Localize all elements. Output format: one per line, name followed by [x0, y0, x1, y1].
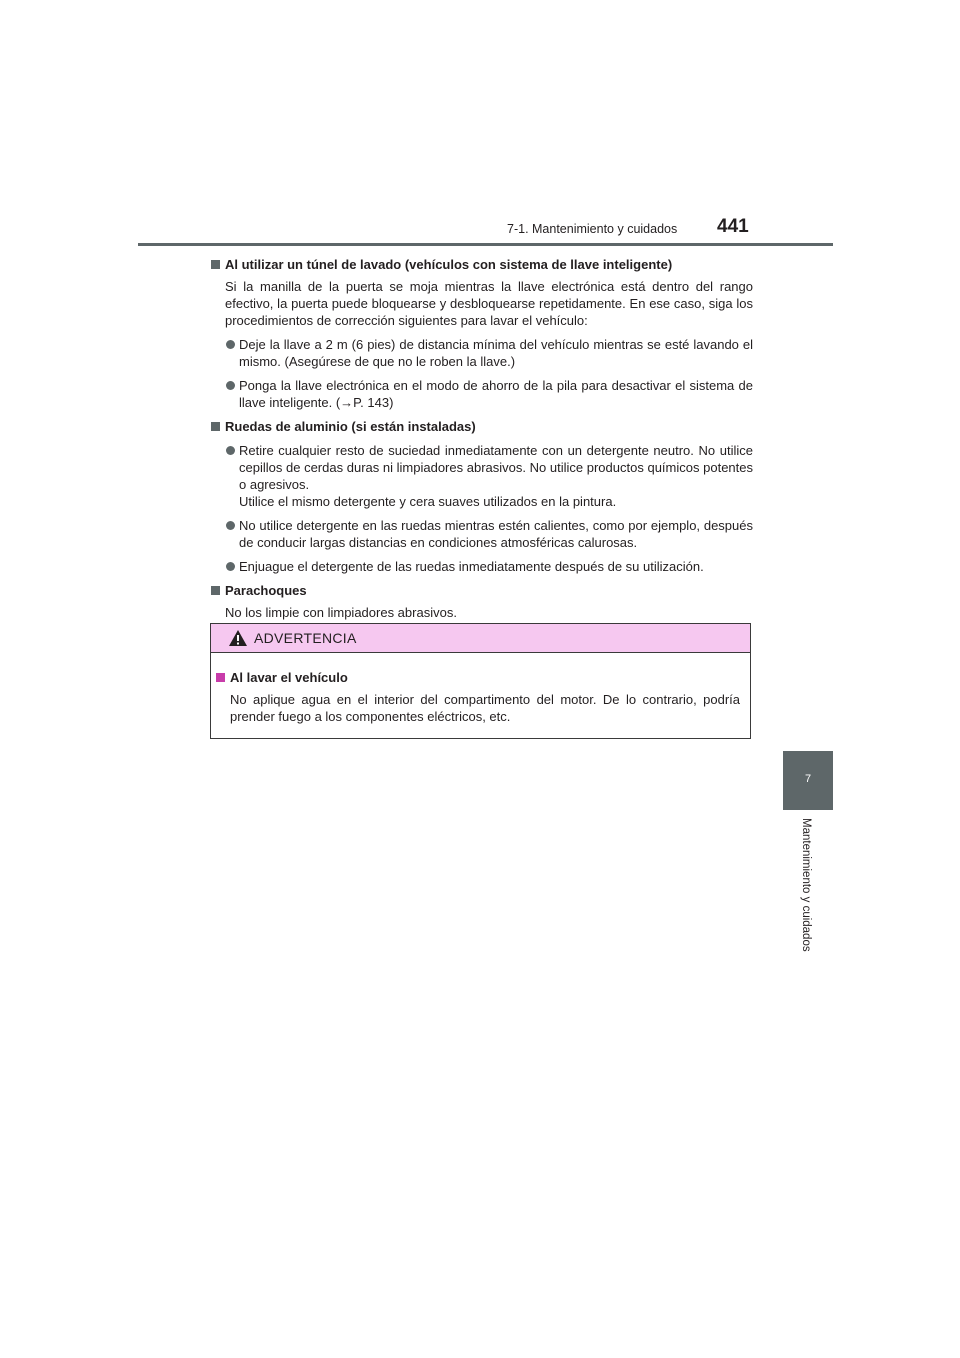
square-bullet-icon: [211, 260, 220, 269]
list-item-text: Ponga la llave electrónica en el modo de ahorro de la pila para desactivar el sistema de llave inteligente. (→P. 143): [239, 378, 753, 410]
heading-text: Al utilizar un túnel de lavado (vehículos con sistema de llave inteligente): [225, 257, 673, 272]
round-bullet-icon: [226, 521, 235, 530]
chapter-tab: [783, 751, 833, 810]
list-item: [211, 558, 753, 575]
warning-body: [211, 653, 750, 725]
chapter-side-label: [800, 818, 816, 968]
list-item-extra-line: Utilice el mismo detergente y cera suaves utilizados en la pintura.: [239, 494, 617, 509]
round-bullet-icon: [226, 446, 235, 455]
chapter-title: Mantenimiento y cuidados: [800, 818, 812, 952]
main-content: [211, 253, 753, 621]
section-heading: [211, 582, 753, 599]
section-heading: [211, 418, 753, 435]
square-bullet-icon: [211, 422, 220, 431]
round-bullet-icon: [226, 562, 235, 571]
warning-title: ADVERTENCIA: [254, 630, 357, 646]
heading-text: Al lavar el vehículo: [230, 670, 348, 685]
section-heading: [211, 256, 753, 273]
header-rule: [138, 243, 833, 246]
heading-text: Ruedas de aluminio (si están instaladas): [225, 419, 476, 434]
list-item: [211, 377, 753, 411]
warning-triangle-icon: [228, 629, 248, 647]
list-item: [211, 442, 753, 510]
warning-heading: [216, 669, 740, 686]
list-item: [211, 336, 753, 370]
warning-box: [210, 623, 751, 739]
round-bullet-icon: [226, 340, 235, 349]
list-item-text: Enjuague el detergente de las ruedas inmediatamente después de su utilización.: [239, 559, 704, 574]
list-item-text: No utilice detergente en las ruedas mientras estén calientes, como por ejemplo, después de conducir largas distancias en condiciones atmosféricas calurosas.: [239, 518, 753, 550]
paragraph: No los limpie con limpiadores abrasivos.: [225, 605, 457, 620]
heading-text: Parachoques: [225, 583, 307, 598]
list-item: [211, 517, 753, 551]
chapter-number: 7: [804, 773, 812, 785]
section-title: 7-1. Mantenimiento y cuidados: [507, 222, 678, 236]
warning-header: [211, 624, 750, 653]
list-item-text: Deje la llave a 2 m (6 pies) de distancia mínima del vehículo mientras se esté lavando el mismo. (Asegúrese de que no le roben la llave.): [239, 337, 753, 369]
warning-text: No aplique agua en el interior del compartimento del motor. De lo contrario, podría prender fuego a los componentes eléctricos, etc.: [230, 692, 740, 724]
round-bullet-icon: [226, 381, 235, 390]
square-bullet-icon: [216, 673, 225, 682]
list-item-text: Retire cualquier resto de suciedad inmediatamente con un detergente neutro. No utilice cepillos de cerdas duras ni limpiadores abrasivos. No utilice productos químicos potentes o agresivos.: [239, 443, 753, 492]
square-bullet-icon: [211, 586, 220, 595]
page-number: 441: [717, 216, 749, 237]
paragraph: Si la manilla de la puerta se moja mientras la llave electrónica está dentro del rango efectivo, la puerta puede bloquearse y desbloquearse repetidamente. En ese caso, siga los procedimientos de corrección siguientes para lavar el vehículo:: [225, 279, 753, 328]
page-header: [0, 0, 960, 250]
